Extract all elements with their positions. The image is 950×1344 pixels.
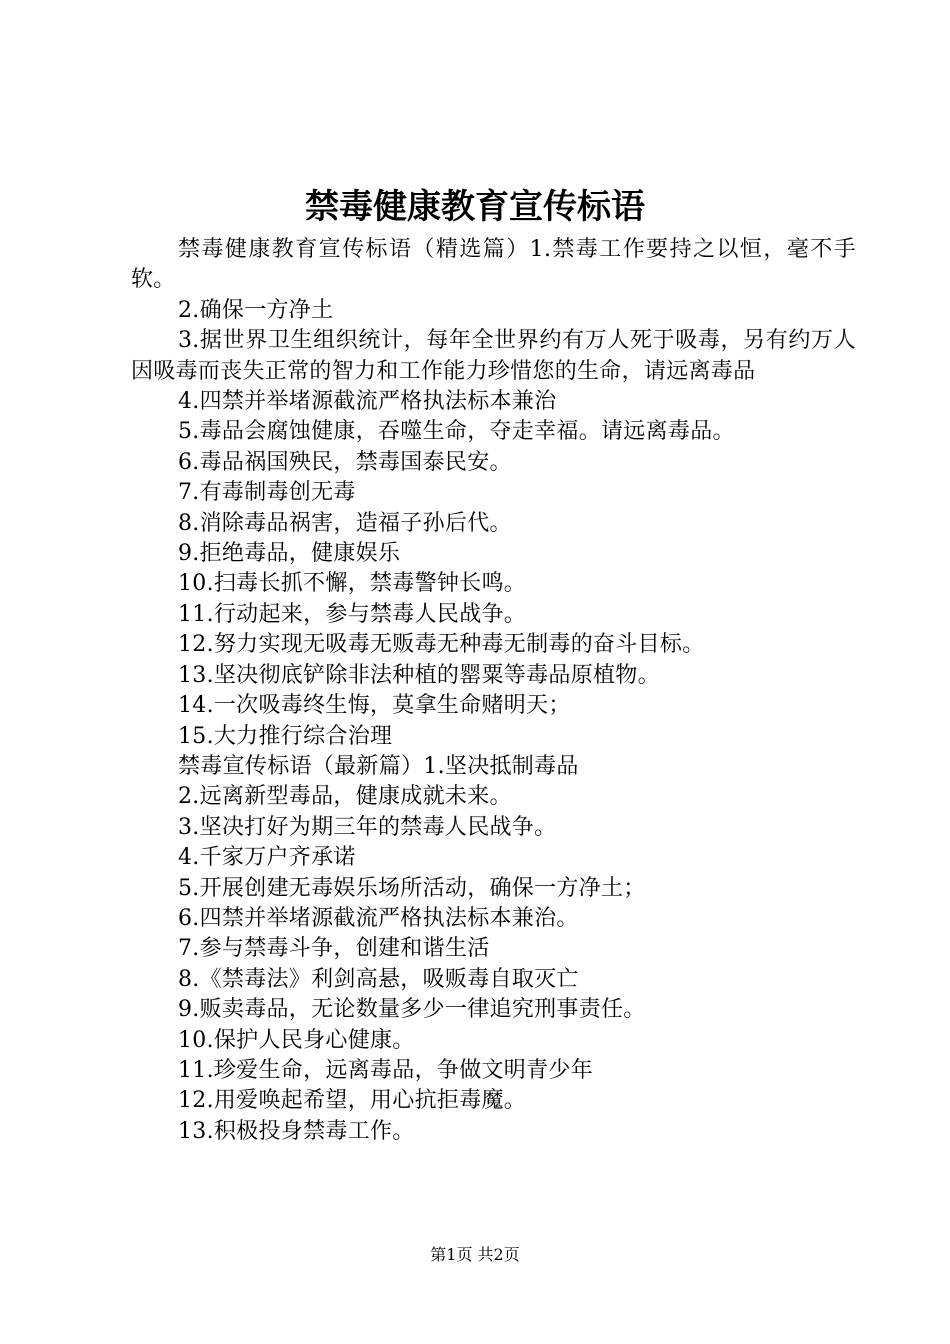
paragraph: 5.毒品会腐蚀健康，吞噬生命，夺走幸福。请远离毒品。 (178, 419, 735, 445)
paragraph: 11.行动起来，参与禁毒人民战争。 (178, 601, 527, 627)
paragraph: 9.贩卖毒品，无论数量多少一律追究刑事责任。 (178, 997, 646, 1023)
paragraph: 8.《禁毒法》利剑高悬，吸贩毒自取灭亡 (178, 966, 579, 992)
paragraph: 2.确保一方净土 (178, 297, 334, 323)
paragraph: 4.四禁并举堵源截流严格执法标本兼治 (178, 389, 557, 415)
paragraph: 4.千家万户齐承诺 (178, 845, 356, 871)
paragraph: 13.积极投身禁毒工作。 (178, 1118, 415, 1144)
paragraph: 6.四禁并举堵源截流严格执法标本兼治。 (178, 905, 579, 931)
paragraph: 禁毒健康教育宣传标语（精选篇）1.禁毒工作要持之以恒，毫不手软。 (131, 237, 856, 293)
paragraph: 12.努力实现无吸毒无贩毒无种毒无制毒的奋斗目标。 (178, 632, 705, 658)
paragraph: 8.消除毒品祸害，造福子孙后代。 (178, 510, 512, 536)
paragraph: 10.扫毒长抓不懈，禁毒警钟长鸣。 (178, 571, 527, 597)
paragraph: 7.参与禁毒斗争，创建和谐生活 (178, 936, 490, 962)
paragraph: 10.保护人民身心健康。 (178, 1027, 415, 1053)
paragraph: 15.大力推行综合治理 (178, 723, 393, 749)
paragraph: 3.坚决打好为期三年的禁毒人民战争。 (178, 814, 557, 840)
document-body (131, 235, 856, 1147)
paragraph: 9.拒绝毒品，健康娱乐 (178, 541, 401, 567)
paragraph: 5.开展创建无毒娱乐场所活动，确保一方净土； (178, 875, 646, 901)
paragraph: 禁毒宣传标语（最新篇）1.坚决抵制毒品 (178, 753, 579, 779)
paragraph: 7.有毒制毒创无毒 (178, 480, 356, 506)
paragraph: 2.远离新型毒品，健康成就未来。 (178, 784, 512, 810)
page-footer: 第1页 共2页 (430, 1245, 520, 1264)
document-title: 禁毒健康教育宣传标语 (305, 187, 645, 227)
paragraph: 11.珍爱生命，远离毒品，争做文明青少年 (178, 1057, 593, 1083)
paragraph: 12.用爱唤起希望，用心抗拒毒魔。 (178, 1088, 527, 1114)
paragraph: 6.毒品祸国殃民，禁毒国泰民安。 (178, 449, 512, 475)
paragraph: 14.一次吸毒终生悔，莫拿生命赌明天； (178, 693, 571, 719)
paragraph: 3.据世界卫生组织统计，每年全世界约有万人死于吸毒，另有约万人因吸毒而丧失正常的智力和工作能力珍惜您的生命，请远离毒品 (131, 328, 856, 384)
paragraph: 13.坚决彻底铲除非法种植的罂粟等毒品原植物。 (178, 662, 660, 688)
